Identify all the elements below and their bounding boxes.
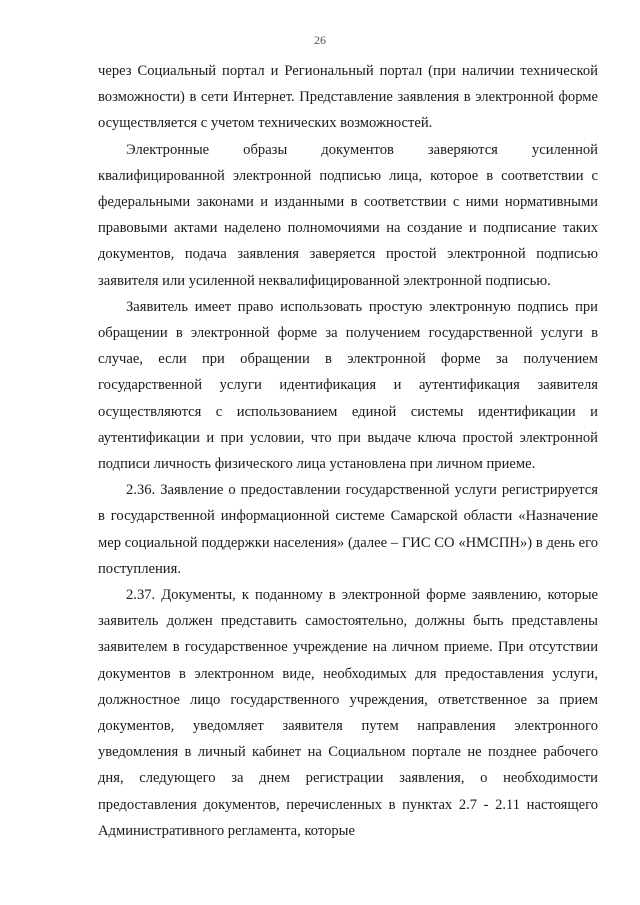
page-number: 26 [314, 33, 326, 47]
paragraph-1: через Социальный портал и Региональный портал (при наличии технической возможности) в сети Интернет. Представление заявления в электронной форме осуществляется с учетом технических возможностей. [98, 63, 598, 132]
paragraph-4: 2.36. Заявление о предоставлении государственной услуги регистрируется в государственной информационной системе Самарской области «Назначение мер социальной поддержки населения» (далее – ГИС СО «НМСПН») в день его поступления. [98, 482, 598, 577]
paragraph-3: Заявитель имеет право использовать простую электронную подпись при обращении в электронной форме за получением государственной услуги в случае, если при обращении в электронной форме за получением государственной услуги идентификация и аутентификация заявителя осуществляются с использованием единой системы идентификации и аутентификации и при условии, что при выдаче ключа простой электронной подписи личность физического лица установлена при личном приеме. [98, 298, 598, 473]
paragraph-5: 2.37. Документы, к поданному в электронной форме заявлению, которые заявитель должен представить самостоятельно, должны быть представлены заявителем в государственное учреждение на личном приеме. При отсутствии документов в электронном виде, необходимых для предоставления услуги, должностное лицо государственного учреждения, ответственное за прием документов, уведомляет заявителя путем направления электронного уведомления в личный кабинет на Социальном портале не позднее рабочего дня, следующего за днем регистрации заявления, о необходимости предоставления документов, перечисленных в пунктах 2.7 - 2.11 настоящего Административного регламента, которые [98, 587, 598, 839]
document-body [98, 58, 598, 844]
paragraph-2: Электронные образы документов заверяются усиленной квалифицированной электронной подписью лица, которое в соответствии с федеральными законами и изданными в соответствии с ними нормативными правовыми актами наделено полномочиями на создание и подписание таких документов, подача заявления заверяется простой электронной подписью заявителя или усиленной неквалифицированной электронной подписью. [98, 141, 598, 289]
